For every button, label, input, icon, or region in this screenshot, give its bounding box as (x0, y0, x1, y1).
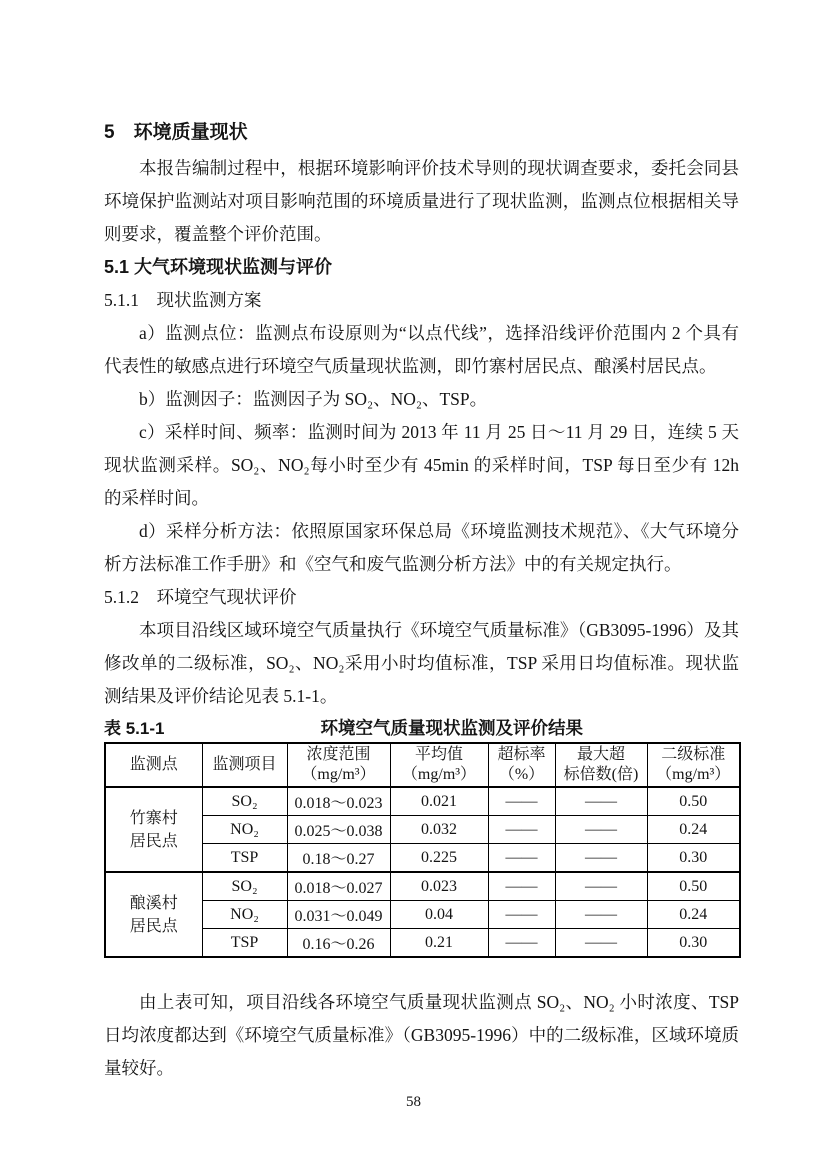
site-cell: 竹寨村 居民点 (105, 787, 202, 872)
standard-cell: 0.24 (647, 816, 740, 844)
header-range: 浓度范围 （mg/m³） (287, 743, 390, 787)
page-number: 58 (406, 1094, 421, 1110)
avg-cell: 0.21 (390, 929, 488, 958)
table-caption (104, 714, 739, 740)
avg-cell: 0.032 (390, 816, 488, 844)
max-exceed-cell: —— (555, 872, 647, 901)
header-exceed-rate: 超标率 （%） (488, 743, 555, 787)
monitoring-factors-item: b）监测因子：监测因子为 SO₂、NO₂、TSP。 (139, 389, 488, 409)
standard-cell: 0.30 (647, 844, 740, 873)
air-quality-table (104, 742, 741, 958)
range-cell: 0.018～0.027 (287, 872, 390, 901)
range-cell: 0.025～0.038 (287, 816, 390, 844)
table-label: 表 5.1-1 (104, 719, 165, 738)
factor-cell: TSP (202, 844, 287, 873)
max-exceed-cell: —— (555, 844, 647, 873)
table-header-row (105, 743, 740, 787)
header-site: 监测点 (105, 743, 202, 787)
section-heading-5-1-2: 5.1.2 环境空气现状评价 (104, 587, 297, 607)
sampling-time-item: c）采样时间、频率：监测时间为 2013 年 11 月 25 日～11 月 29 日，连续 5 天现状监测采样。SO₂、NO₂每小时至少有 45min 的采样时间，TSP 每日至少有 12h 的采样时间。 (104, 422, 739, 508)
avg-cell: 0.04 (390, 901, 488, 929)
factor-cell: TSP (202, 929, 287, 958)
range-cell: 0.031～0.049 (287, 901, 390, 929)
factor-cell: SO₂ (202, 872, 287, 901)
standard-cell: 0.24 (647, 901, 740, 929)
section-heading-5-1-1: 5.1.1 现状监测方案 (104, 290, 262, 310)
exceed-rate-cell: —— (488, 816, 555, 844)
exceed-rate-cell: —— (488, 929, 555, 958)
standard-cell: 0.50 (647, 872, 740, 901)
range-cell: 0.018～0.023 (287, 787, 390, 816)
max-exceed-cell: —— (555, 929, 647, 958)
exceed-rate-cell: —— (488, 872, 555, 901)
site-cell: 酿溪村 居民点 (105, 872, 202, 957)
table-title: 环境空气质量现状监测及评价结果 (320, 718, 583, 738)
standard-cell: 0.50 (647, 787, 740, 816)
standard-cell: 0.30 (647, 929, 740, 958)
section-heading-5: 5 环境质量现状 (104, 122, 248, 143)
range-cell: 0.16～0.26 (287, 929, 390, 958)
max-exceed-cell: —— (555, 816, 647, 844)
range-cell: 0.18～0.27 (287, 844, 390, 873)
header-standard: 二级标准 （mg/m³） (647, 743, 740, 787)
factor-cell: NO₂ (202, 901, 287, 929)
evaluation-paragraph: 本项目沿线区域环境空气质量执行《环境空气质量标准》（GB3095-1996）及其修改单的二级标准，SO₂、NO₂采用小时均值标准，TSP 采用日均值标准。现状监测结果及评价结论见表 5.1-1。 (104, 620, 739, 706)
factor-cell: SO₂ (202, 787, 287, 816)
analysis-method-item: d）采样分析方法：依照原国家环保总局《环境监测技术规范》、《大气环境分析方法标准工作手册》和《空气和废气监测分析方法》中的有关规定执行。 (104, 521, 739, 574)
monitoring-points-item: a）监测点位：监测点布设原则为“以点代线”，选择沿线评价范围内 2 个具有代表性的敏感点进行环境空气质量现状监测，即竹寨村居民点、酿溪村居民点。 (104, 323, 739, 376)
exceed-rate-cell: —— (488, 844, 555, 873)
table-row (105, 787, 740, 816)
conclusion-paragraph: 由上表可知，项目沿线各环境空气质量现状监测点 SO₂、NO₂ 小时浓度、TSP 日均浓度都达到《环境空气质量标准》（GB3095-1996）中的二级标准，区域环境质量较好。 (104, 992, 739, 1078)
intro-paragraph: 本报告编制过程中，根据环境影响评价技术导则的现状调查要求，委托会同县环境保护监测站对项目影响范围的环境质量进行了现状监测，监测点位根据相关导则要求，覆盖整个评价范围。 (104, 158, 739, 244)
exceed-rate-cell: —— (488, 901, 555, 929)
avg-cell: 0.225 (390, 844, 488, 873)
factor-cell: NO₂ (202, 816, 287, 844)
avg-cell: 0.023 (390, 872, 488, 901)
max-exceed-cell: —— (555, 787, 647, 816)
table-row (105, 872, 740, 901)
section-heading-5-1: 5.1 大气环境现状监测与评价 (104, 257, 333, 277)
header-factor: 监测项目 (202, 743, 287, 787)
avg-cell: 0.021 (390, 787, 488, 816)
exceed-rate-cell: —— (488, 787, 555, 816)
header-max-exceed: 最大超 标倍数(倍) (555, 743, 647, 787)
header-average: 平均值 （mg/m³） (390, 743, 488, 787)
max-exceed-cell: —— (555, 901, 647, 929)
